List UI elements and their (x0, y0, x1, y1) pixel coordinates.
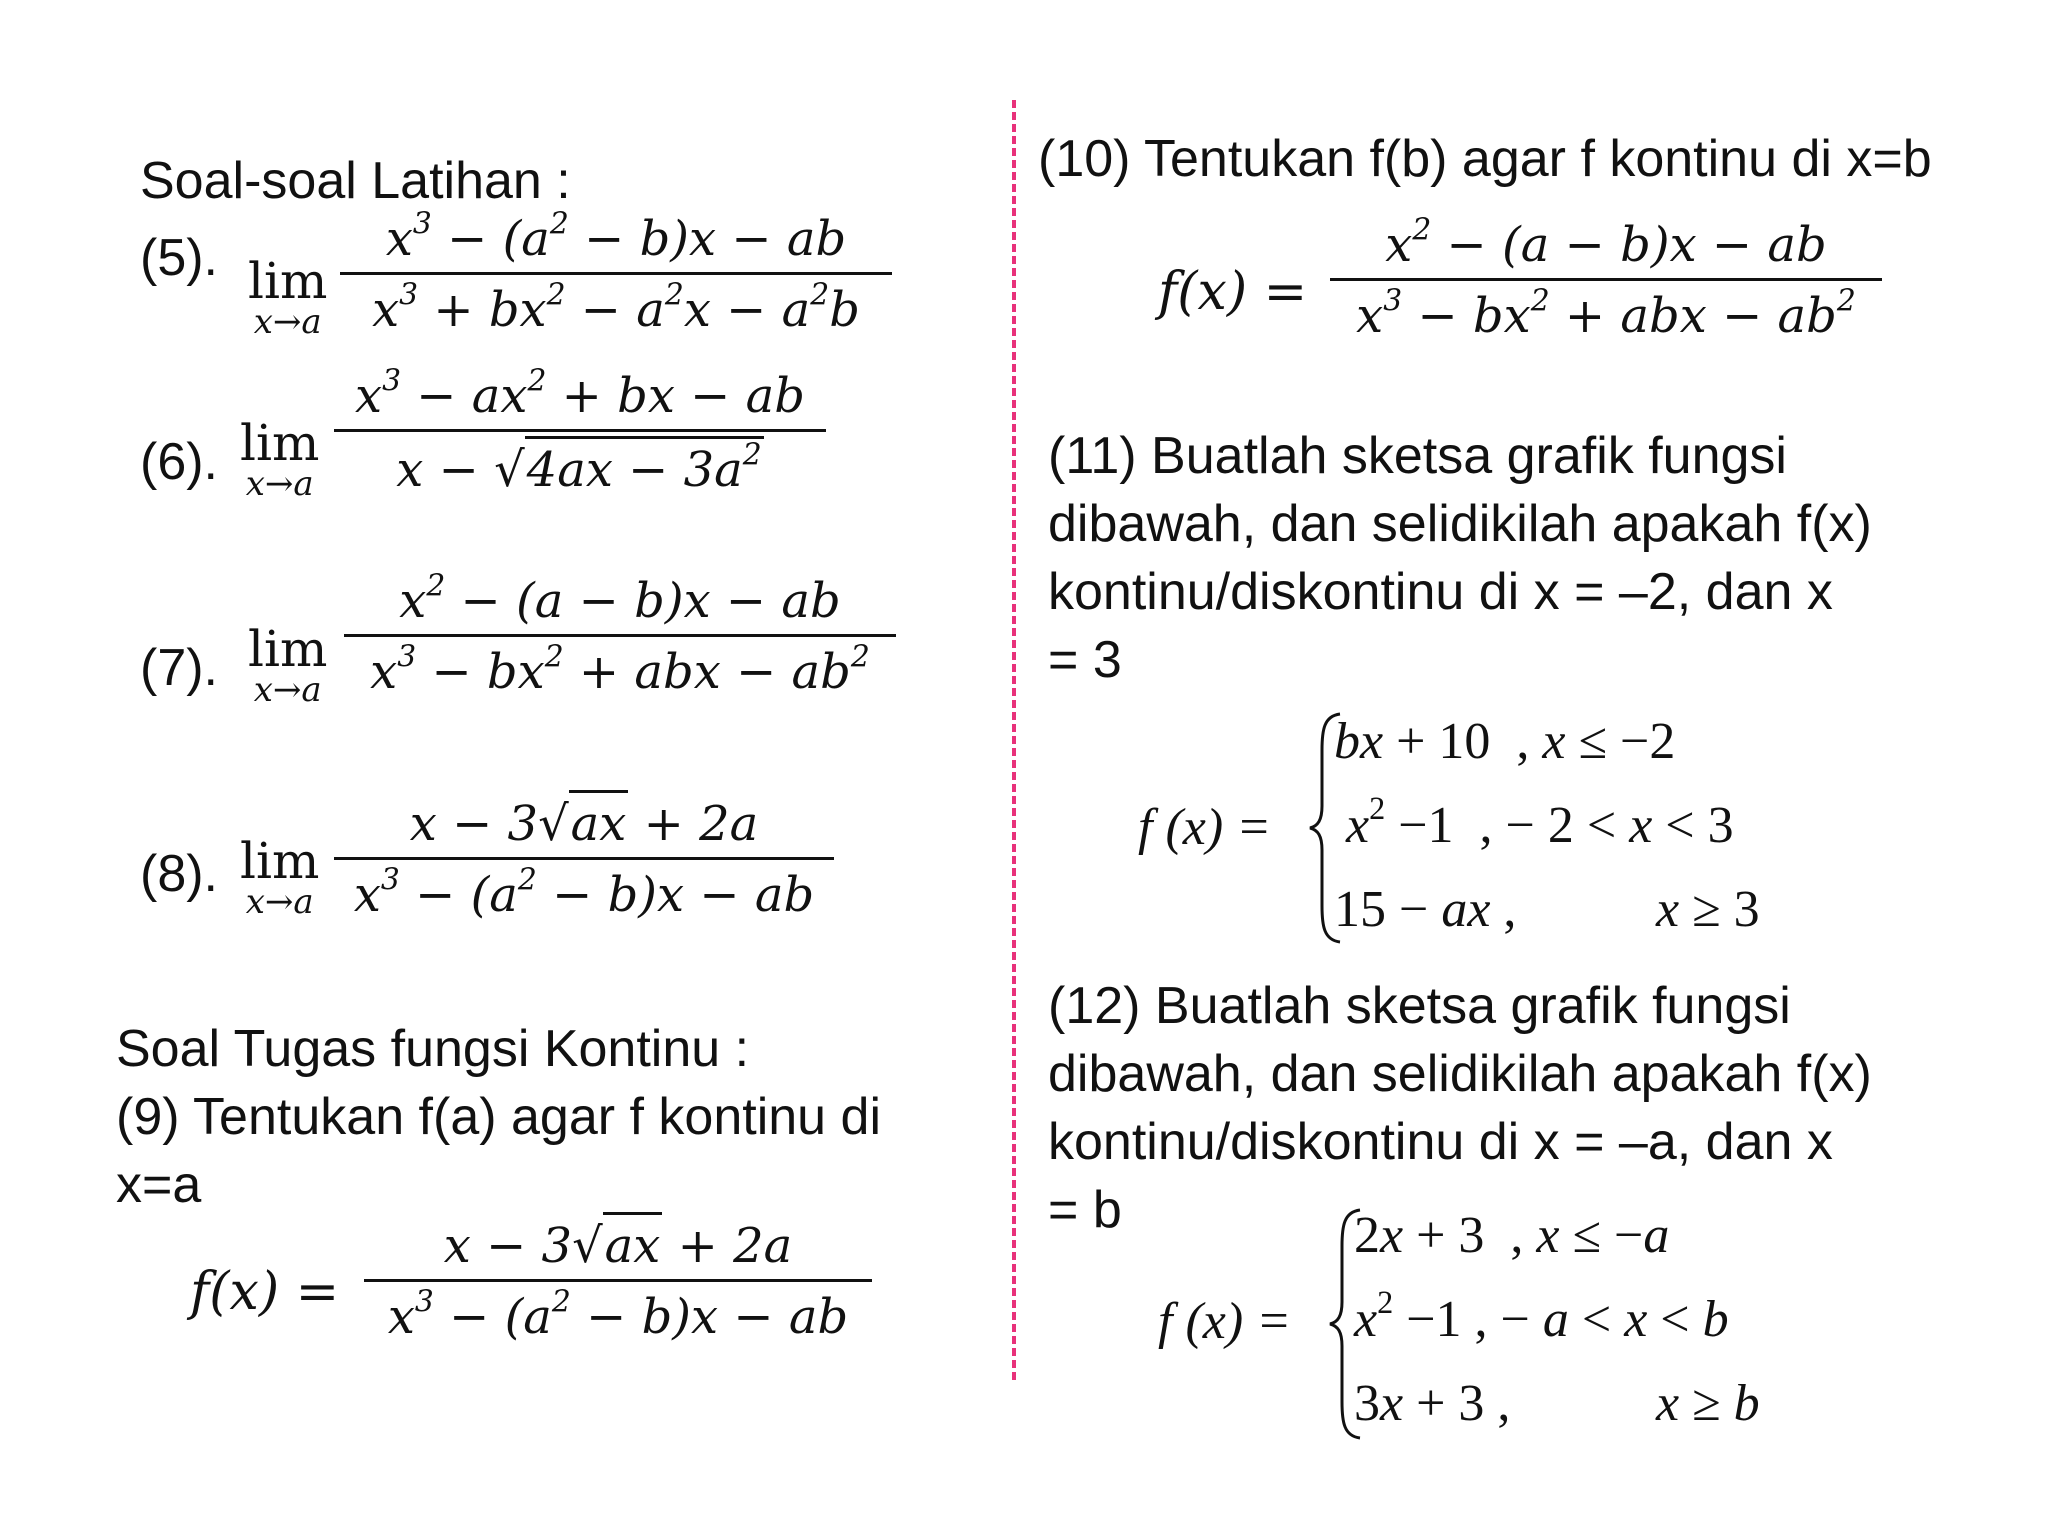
numerator: $x^2 - (a - b)x$ − ab (399, 568, 841, 629)
denominator: $x^3 - (a^2 - b)x$ − ab (353, 862, 815, 923)
heading-latihan: Soal-soal Latihan : (140, 152, 571, 210)
sqrt-symbol: $√4ax - 3a^2$ (494, 436, 764, 501)
heading-tugas: Soal Tugas fungsi Kontinu : (116, 1020, 750, 1078)
problem-9-fx-label: f(x) = (190, 1262, 340, 1322)
problem-12-case-3: 3x + 3 , (1354, 1375, 1511, 1432)
problem-7-label: (7). (140, 639, 218, 697)
problem-11-case-3-cond: x ≥ 3 (1656, 881, 1760, 938)
problem-11-line2: dibawah, dan selidikilah apakah f(x) (1048, 495, 1872, 553)
problem-10-fraction (1330, 214, 1882, 347)
lim-word: lim (248, 252, 328, 310)
denominator: $x^3 + bx^2 - a^2x - a^2b$ (372, 277, 860, 338)
denominator: $x^3 - (a^2 - b)x$ − ab (387, 1284, 849, 1345)
lim-subscript: x→a (245, 464, 314, 504)
problem-9-line2: x=a (116, 1156, 202, 1214)
problem-9-fraction (364, 1212, 872, 1348)
problem-10-title: (10) Tentukan f(b) agar f kontinu di x=b (1038, 130, 1932, 188)
problem-11-case-2: $x^2 -1$ , − 2 < x < 3 (1346, 789, 1734, 854)
problem-6-fraction (334, 365, 826, 501)
lim-word: lim (240, 832, 320, 890)
denominator: $x^3 - bx^2$ + abx − $ab^2$ (1356, 283, 1856, 344)
numerator: x − 3√ax + 2a (364, 1212, 872, 1277)
problem-8-fraction (334, 790, 834, 926)
denominator: $x^3 - bx^2$ + abx − $ab^2$ (370, 639, 870, 700)
problem-5-fraction (340, 208, 892, 341)
numerator: $x^3 - ax^2$ + bx − ab (355, 363, 805, 424)
problem-5-label: (5). (140, 229, 218, 287)
problem-5-limit (248, 252, 328, 342)
problem-11-line1: (11) Buatlah sketsa grafik fungsi (1048, 427, 1787, 485)
problem-6-limit (240, 414, 320, 504)
problem-11-case-1: bx + 10 , x ≤ −2 (1334, 713, 1676, 770)
problem-12-line1: (12) Buatlah sketsa grafik fungsi (1048, 977, 1791, 1035)
numerator: x − 3√ax + 2a (334, 790, 834, 855)
lim-subscript: x→a (253, 670, 322, 710)
lim-subscript: x→a (253, 302, 322, 342)
problem-11-text (1048, 422, 1872, 694)
problem-12-case-3-cond: x ≥ b (1656, 1375, 1760, 1432)
problem-12-line3: kontinu/diskontinu di x = –a, dan x (1048, 1113, 1833, 1171)
problem-7-limit (248, 620, 328, 710)
column-divider (1012, 100, 1016, 1380)
sqrt-symbol: √ax (572, 1212, 662, 1277)
problem-12-line4: = b (1048, 1181, 1122, 1239)
numerator: $x^2 - (a - b)x$ − ab (1385, 212, 1827, 273)
problem-12-case-1: 2x + 3 , x ≤ −a (1354, 1207, 1670, 1264)
problem-8-label: (8). (140, 845, 218, 903)
problem-11-line3: kontinu/diskontinu di x = –2, dan x (1048, 563, 1833, 621)
lim-subscript: x→a (245, 882, 314, 922)
problem-12-text (1048, 972, 1872, 1244)
lim-word: lim (248, 620, 328, 678)
numerator: $x^3 - (a^2 - b)x$ − ab (385, 206, 847, 267)
problem-11-case-3: 15 − ax , (1334, 881, 1517, 938)
problem-8-limit (240, 832, 320, 922)
problem-11-line4: = 3 (1048, 631, 1122, 689)
lim-word: lim (240, 414, 320, 472)
problem-7-fraction (344, 570, 896, 703)
problem-9-line1: (9) Tentukan f(a) agar f kontinu di (116, 1088, 882, 1146)
denominator: $x - √4ax - 3a^2$ (334, 436, 826, 501)
problem-11-fx-label: f (x) = (1138, 799, 1272, 856)
sqrt-symbol: √ax (538, 790, 628, 855)
problem-10-fx-label: f(x) = (1158, 262, 1308, 322)
problem-12-line2: dibawah, dan selidikilah apakah f(x) (1048, 1045, 1872, 1103)
problem-6-label: (6). (140, 433, 218, 491)
problem-12-case-2: $x^2 -1$ , − a < x < b (1354, 1283, 1729, 1348)
problem-12-fx-label: f (x) = (1158, 1293, 1292, 1350)
